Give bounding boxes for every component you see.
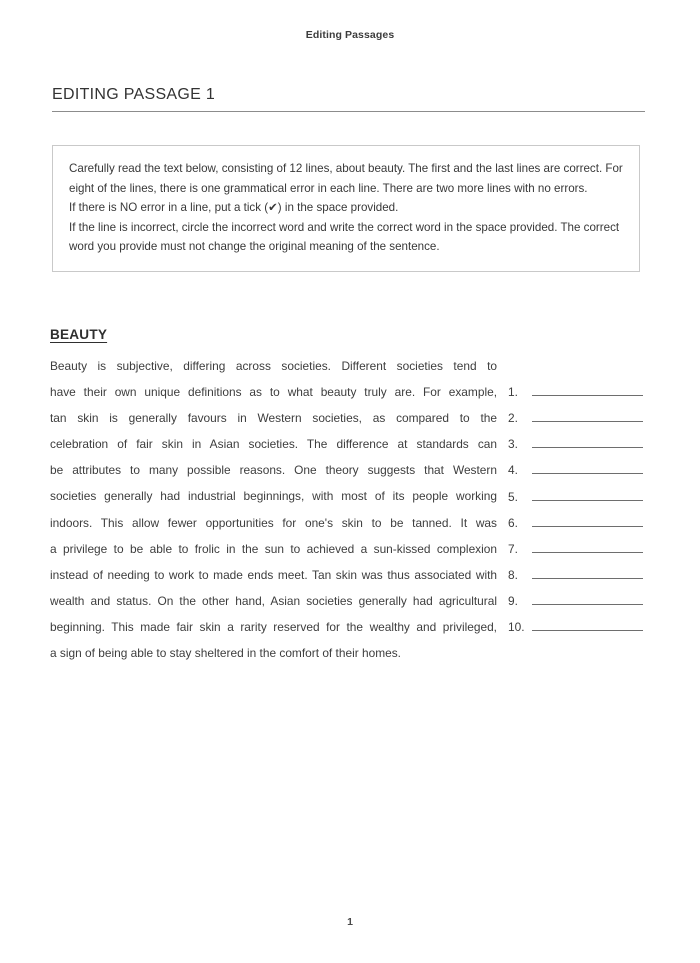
passage-line: have their own unique definitions as to what beauty truly are. For example, xyxy=(50,385,497,400)
answer-row xyxy=(508,431,648,457)
passage-line: Beauty is subjective, differing across societies. Different societies tend to xyxy=(50,359,497,373)
answer-input-4[interactable] xyxy=(532,473,643,474)
instruction-line-2: If there is NO error in a line, put a tick (✔) in the space provided. xyxy=(69,201,399,214)
answer-row xyxy=(508,483,648,509)
passage-line: tan skin is generally favours in Western societies, as compared to the xyxy=(50,411,497,426)
passage-line: instead of needing to work to made ends meet. Tan skin was thus associated with xyxy=(50,567,497,582)
answer-blanks-list xyxy=(508,353,648,640)
passage-line: a privilege to be able to frolic in the sun to achieved a sun-kissed complexion xyxy=(50,541,497,556)
answer-row xyxy=(508,379,648,405)
answer-number: 7. xyxy=(508,541,518,556)
answer-row xyxy=(508,353,648,379)
answer-number: 9. xyxy=(508,593,518,608)
passage-body xyxy=(50,353,497,666)
passage-line: wealth and status. On the other hand, Asian societies generally had agricultural xyxy=(50,593,497,608)
answer-number: 5. xyxy=(508,489,518,504)
answer-input-8[interactable] xyxy=(532,578,643,579)
answer-row xyxy=(508,536,648,562)
answer-input-7[interactable] xyxy=(532,552,643,553)
passage-line: celebration of fair skin in Asian societies. The difference at standards can xyxy=(50,437,497,452)
answer-number: 6. xyxy=(508,515,518,530)
passage-heading: BEAUTY xyxy=(50,327,108,342)
page-title: EDITING PASSAGE 1 xyxy=(52,86,216,103)
passage-line: be attributes to many possible reasons. One theory suggests that Western xyxy=(50,463,497,478)
section-divider xyxy=(52,111,645,112)
answer-number: 10. xyxy=(508,619,525,634)
instructions-box xyxy=(52,145,640,272)
answer-input-10[interactable] xyxy=(532,630,643,631)
answer-row xyxy=(508,562,648,588)
section-title-block xyxy=(52,86,645,112)
answer-input-2[interactable] xyxy=(532,421,643,422)
passage-line: indoors. This allow fewer opportunities for one's skin to be tanned. It was xyxy=(50,515,497,530)
answer-number: 4. xyxy=(508,463,518,478)
answer-number: 3. xyxy=(508,437,518,452)
answer-input-5[interactable] xyxy=(532,500,643,501)
answer-row xyxy=(508,457,648,483)
instruction-line-3: If the line is incorrect, circle the incorrect word and write the correct word in the space provided. The correct word you provide must not change the original meaning of the sentence. xyxy=(69,220,620,253)
passage-line: societies generally had industrial beginnings, with most of its people working xyxy=(50,489,497,504)
answer-row xyxy=(508,614,648,640)
page-number: 1 xyxy=(347,916,353,928)
answer-row xyxy=(508,510,648,536)
passage-line: beginning. This made fair skin a rarity reserved for the wealthy and privileged, xyxy=(50,619,497,634)
instruction-line-1: Carefully read the text below, consisting of 12 lines, about beauty. The first and the last lines are correct. For eight of the lines, there is one grammatical error in each line. There are two more lines with no errors. xyxy=(69,162,623,195)
passage-line: a sign of being able to stay sheltered in the comfort of their homes. xyxy=(50,646,401,661)
answer-number: 1. xyxy=(508,385,518,400)
answer-number: 2. xyxy=(508,411,518,426)
answer-number: 8. xyxy=(508,567,518,582)
answer-input-3[interactable] xyxy=(532,447,643,448)
answer-input-9[interactable] xyxy=(532,604,643,605)
answer-input-6[interactable] xyxy=(532,526,643,527)
answer-row xyxy=(508,588,648,614)
answer-row xyxy=(508,405,648,431)
running-header: Editing Passages xyxy=(305,29,395,41)
answer-input-1[interactable] xyxy=(532,395,643,396)
